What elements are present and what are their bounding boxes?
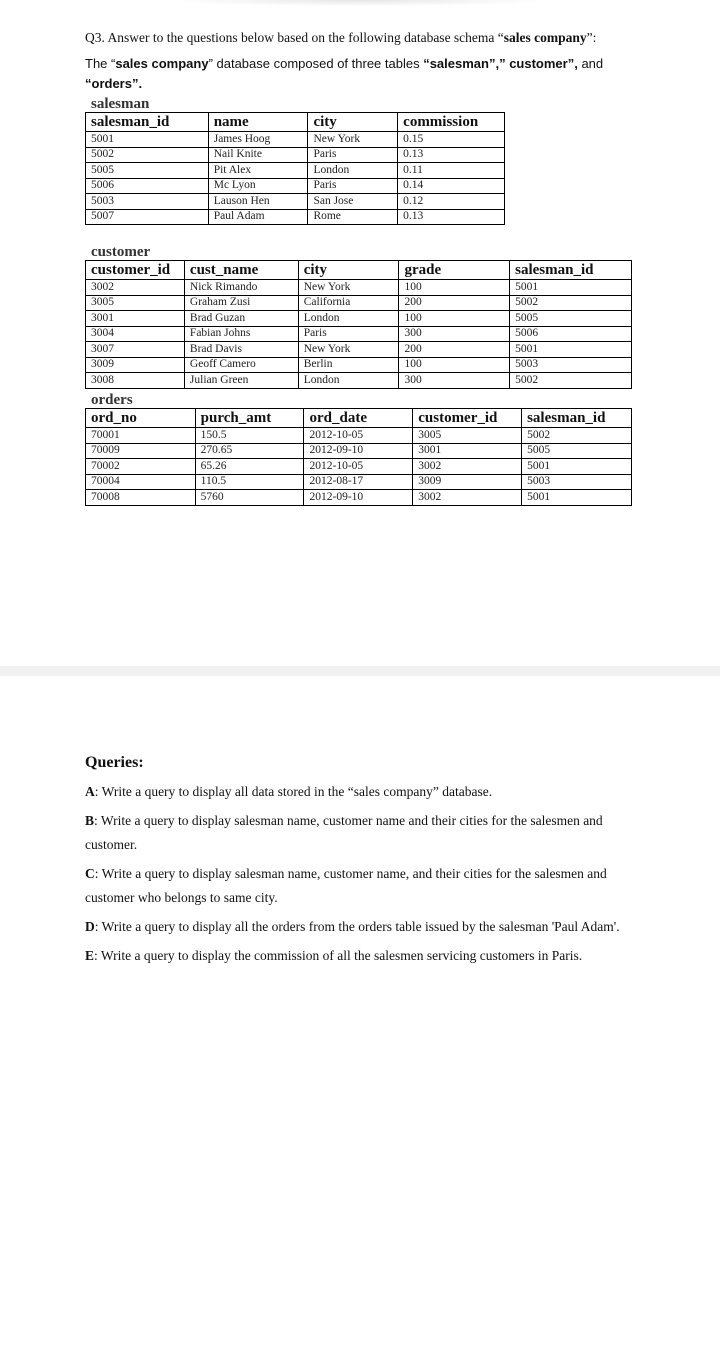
page-break [0,666,720,676]
table-cell: 5760 [195,490,304,506]
table-cell: 70004 [86,474,196,490]
table-cell: Pit Alex [208,163,308,179]
intro-table-names: “salesman”,” customer”, [423,56,578,71]
orders-table [85,408,632,506]
query-label: B [85,813,95,828]
question-suffix: ”: [586,30,597,45]
salesman-table-title: salesman [91,96,150,112]
table-cell: 110.5 [195,474,304,490]
customer-table-title: customer [91,244,151,260]
query-label: E [85,948,95,963]
table-cell: Paul Adam [208,209,308,225]
table-cell: New York [298,280,399,296]
table-cell: 5003 [86,194,209,210]
table-cell: 5005 [510,311,632,327]
table-row [86,459,632,475]
table-cell: 5001 [510,280,632,296]
table-cell: 70009 [86,443,196,459]
table-row [86,326,632,342]
table-cell: 2012-09-10 [304,490,413,506]
table-cell: Brad Davis [184,342,298,358]
query-item [85,780,645,804]
table-cell: 5001 [86,132,209,148]
table-cell: 0.13 [398,147,505,163]
column-header: city [298,261,399,280]
table-header-row [86,261,632,280]
table-row [86,357,632,373]
table-cell: 3007 [86,342,185,358]
table-cell: 100 [399,280,510,296]
intro-db-name: sales company [115,56,209,71]
column-header: salesman_id [510,261,632,280]
column-header: grade [399,261,510,280]
table-cell: 3002 [413,490,522,506]
column-header: ord_no [86,409,196,428]
table-cell: California [298,295,399,311]
query-item [85,862,645,910]
table-row [86,295,632,311]
customer-table [85,260,632,389]
queries-section [85,754,645,973]
column-header: cust_name [184,261,298,280]
table-cell: 3008 [86,373,185,389]
table-cell: 300 [399,326,510,342]
table-cell: Nail Knite [208,147,308,163]
table-cell: 70002 [86,459,196,475]
column-header: salesman_id [522,409,632,428]
table-cell: Brad Guzan [184,311,298,327]
table-cell: Paris [308,147,398,163]
table-cell: 3001 [86,311,185,327]
table-row [86,147,505,163]
table-cell: Rome [308,209,398,225]
table-cell: 0.15 [398,132,505,148]
table-cell: 5002 [510,295,632,311]
table-cell: San Jose [308,194,398,210]
query-label: D [85,919,95,934]
table-cell: 300 [399,373,510,389]
column-header: city [308,113,398,132]
table-cell: 2012-09-10 [304,443,413,459]
table-cell: New York [298,342,399,358]
query-text: : Write a query to display all data stored in the “sales company” database. [94,784,493,799]
table-cell: Paris [298,326,399,342]
table-cell: 0.14 [398,178,505,194]
table-cell: London [298,311,399,327]
table-row [86,209,505,225]
column-header: customer_id [86,261,185,280]
table-row [86,342,632,358]
queries-heading: Queries: [85,754,144,771]
table-cell: 70008 [86,490,196,506]
table-cell: 3005 [413,428,522,444]
query-text: : Write a query to display the commission of all the salesmen servicing customers in Paris. [94,948,583,963]
table-cell: 0.11 [398,163,505,179]
table-cell: James Hoog [208,132,308,148]
table-row [86,311,632,327]
table-cell: 2012-10-05 [304,459,413,475]
table-cell: 5001 [522,459,632,475]
column-header: customer_id [413,409,522,428]
intro-orders-name: “orders”. [85,75,143,91]
table-cell: Nick Rimando [184,280,298,296]
query-text: : Write a query to display salesman name, customer name, and their cities for the salesmen and customer who belongs to same city. [85,866,607,905]
table-cell: 5003 [510,357,632,373]
table-cell: 3005 [86,295,185,311]
query-item [85,809,645,857]
table-cell: Mc Lyon [208,178,308,194]
table-cell: 5002 [522,428,632,444]
table-row [86,280,632,296]
table-cell: 3002 [413,459,522,475]
table-row [86,443,632,459]
table-cell: 0.12 [398,194,505,210]
table-cell: 2012-10-05 [304,428,413,444]
table-cell: 200 [399,342,510,358]
table-row [86,474,632,490]
table-cell: Graham Zusi [184,295,298,311]
intro-text-1: The “ [85,56,116,71]
table-cell: Fabian Johns [184,326,298,342]
table-cell: 5002 [510,373,632,389]
query-list [85,780,645,968]
intro-text-3: and [577,56,604,71]
table-cell: 100 [399,311,510,327]
table-cell: 70001 [86,428,196,444]
table-cell: 5006 [86,178,209,194]
table-row [86,132,505,148]
table-cell: 3001 [413,443,522,459]
table-cell: Julian Green [184,373,298,389]
query-text: : Write a query to display salesman name, customer name and their cities for the salesmen and customer. [85,813,603,852]
table-cell: 270.65 [195,443,304,459]
table-row [86,373,632,389]
table-cell: 5007 [86,209,209,225]
table-cell: 5002 [86,147,209,163]
table-cell: London [308,163,398,179]
table-cell: 150.5 [195,428,304,444]
table-cell: 5005 [522,443,632,459]
question-heading [85,30,685,46]
table-cell: Paris [308,178,398,194]
page-top-shadow [180,0,540,6]
table-cell: 2012-08-17 [304,474,413,490]
table-row [86,428,632,444]
table-cell: 100 [399,357,510,373]
table-cell: Geoff Camero [184,357,298,373]
table-cell: 5001 [510,342,632,358]
salesman-table [85,112,505,225]
table-cell: 3002 [86,280,185,296]
query-item [85,944,645,968]
table-cell: New York [308,132,398,148]
table-row [86,163,505,179]
table-row [86,194,505,210]
table-header-row [86,409,632,428]
question-prefix: Q3. Answer to the questions below based on the following database schema “ [85,30,504,45]
table-cell: 3009 [413,474,522,490]
orders-table-title: orders [91,392,133,408]
column-header: salesman_id [86,113,209,132]
column-header: name [208,113,308,132]
table-cell: 3004 [86,326,185,342]
table-cell: 0.13 [398,209,505,225]
column-header: commission [398,113,505,132]
table-header-row [86,113,505,132]
table-cell: 200 [399,295,510,311]
column-header: purch_amt [195,409,304,428]
intro-paragraph [85,54,645,93]
table-row [86,178,505,194]
table-cell: 3009 [86,357,185,373]
question-db-name: sales company [503,30,587,45]
table-cell: 5003 [522,474,632,490]
table-cell: Berlin [298,357,399,373]
table-cell: 65.26 [195,459,304,475]
table-cell: Lauson Hen [208,194,308,210]
table-cell: London [298,373,399,389]
query-label: A [85,784,95,799]
intro-text-2: ” database composed of three tables [208,56,424,71]
table-cell: 5005 [86,163,209,179]
column-header: ord_date [304,409,413,428]
table-row [86,490,632,506]
table-cell: 5001 [522,490,632,506]
query-text: : Write a query to display all the orders from the orders table issued by the salesman 'Paul Adam'. [94,919,620,934]
query-item [85,915,645,939]
query-label: C [85,866,95,881]
table-cell: 5006 [510,326,632,342]
